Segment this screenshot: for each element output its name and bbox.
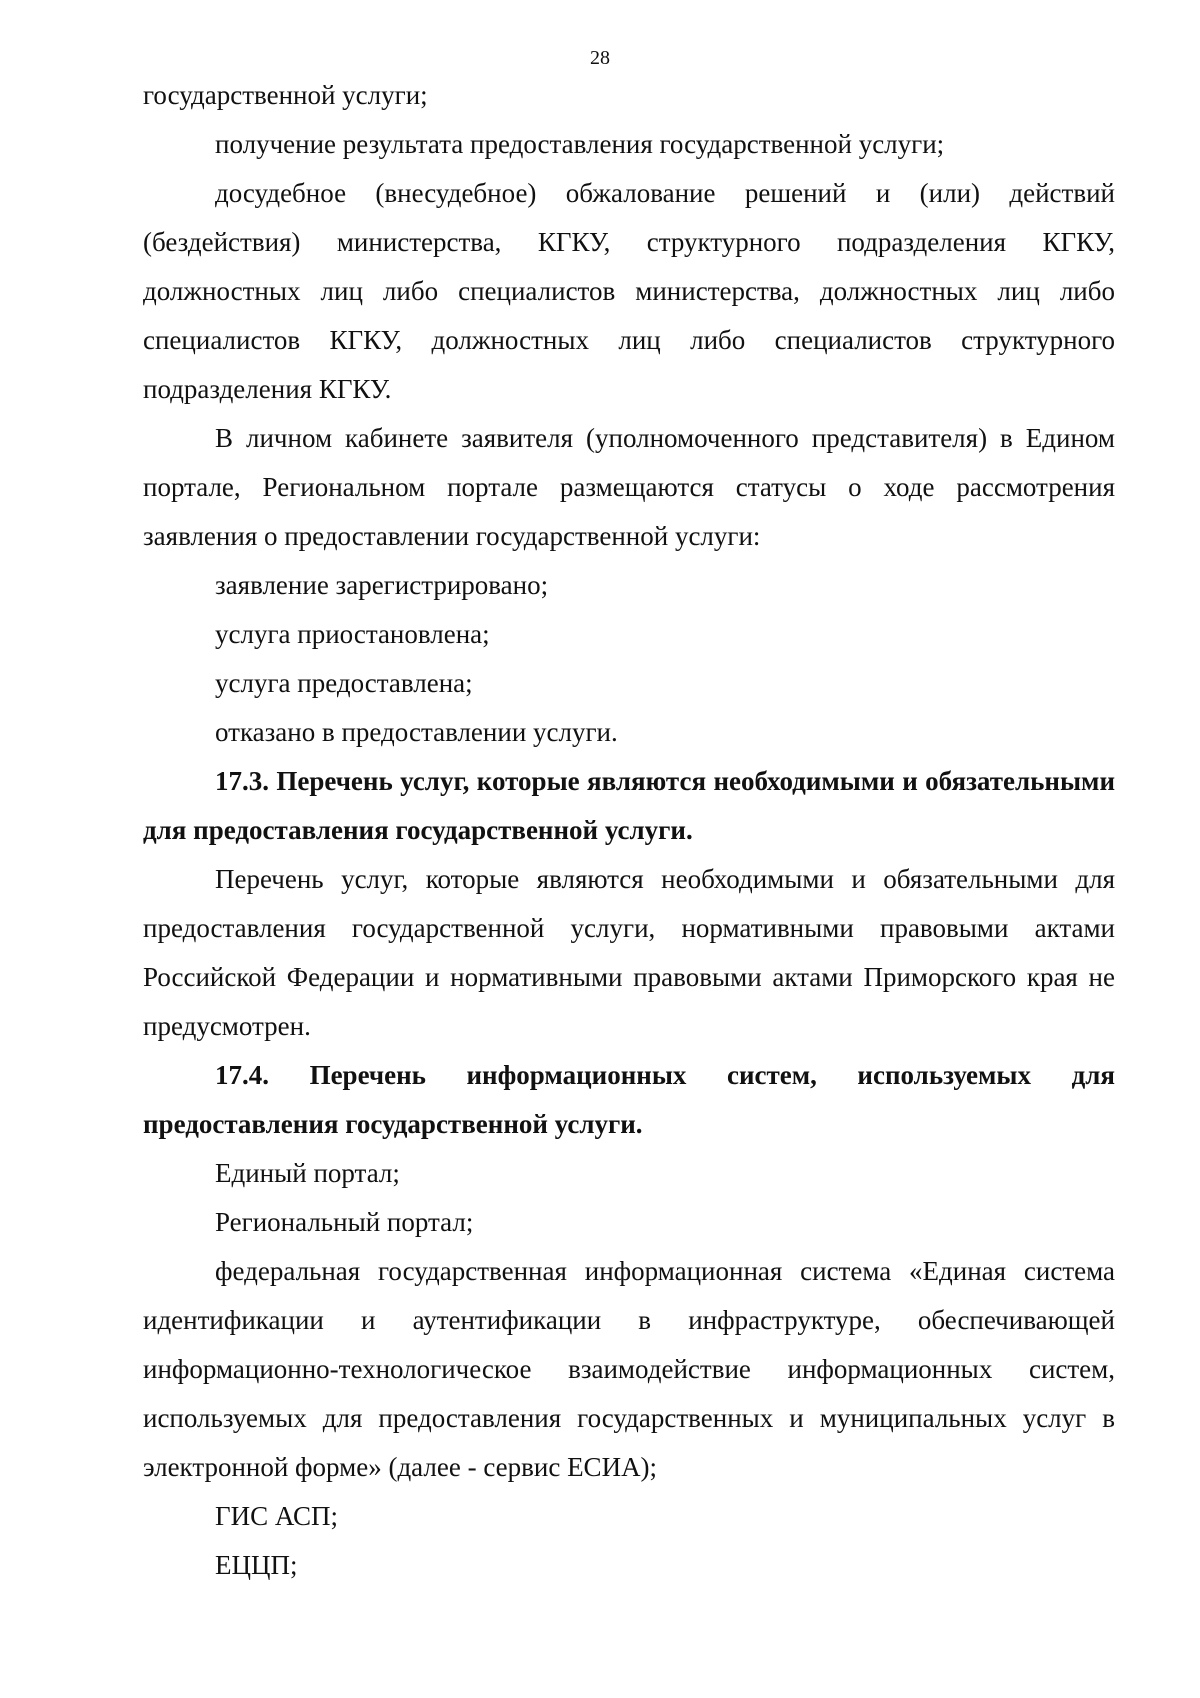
status-item-suspended: услуга приостановлена; (215, 619, 490, 649)
paragraph-service-continuation: государственной услуги; (143, 80, 428, 110)
section-heading-17-3: 17.3. Перечень услуг, которые являются необходимыми и обязательными для предоставления государственной услуги. (143, 766, 1115, 845)
paragraph-obtaining-result: получение результата предоставления государственной услуги; (215, 129, 945, 159)
paragraph-personal-account-statuses: В личном кабинете заявителя (уполномоченного представителя) в Едином портале, Региональном портале размещаются статусы о ходе рассмотрения заявления о предоставлении государственной услуги: (143, 423, 1115, 551)
system-item-esia: федеральная государственная информационная система «Единая система идентификации и аутентификации в инфраструктуре, обеспечивающей информационно-технологическое взаимодействие информационных систем, используемых для предоставления государственных и муниципальных услуг в электронной форме» (далее - сервис ЕСИА); (143, 1256, 1115, 1482)
document-body (143, 71, 1115, 1590)
paragraph-pretrial-appeal: досудебное (внесудебное) обжалование решений и (или) действий (бездействия) министерства, КГКУ, структурного подразделения КГКУ, должностных лиц либо специалистов министерства, должностных лиц либо специалистов КГКУ, должностных лиц либо специалистов структурного подразделения КГКУ. (143, 178, 1115, 404)
section-heading-17-4: 17.4. Перечень информационных систем, используемых для предоставления государственной услуги. (143, 1060, 1115, 1139)
status-item-registered: заявление зарегистрировано; (215, 570, 549, 600)
status-item-provided: услуга предоставлена; (215, 668, 473, 698)
paragraph-required-services: Перечень услуг, которые являются необходимыми и обязательными для предоставления государственной услуги, нормативными правовыми актами Российской Федерации и нормативными правовыми актами Приморского края не предусмотрен. (143, 864, 1115, 1041)
page-number: 28 (590, 47, 610, 69)
status-item-refused: отказано в предоставлении услуги. (215, 717, 618, 747)
system-item-regional-portal: Региональный портал; (215, 1207, 474, 1237)
system-item-etscp: ЕЦЦП; (215, 1550, 298, 1580)
system-item-gis-asp: ГИС АСП; (215, 1501, 339, 1531)
system-item-unified-portal: Единый портал; (215, 1158, 400, 1188)
